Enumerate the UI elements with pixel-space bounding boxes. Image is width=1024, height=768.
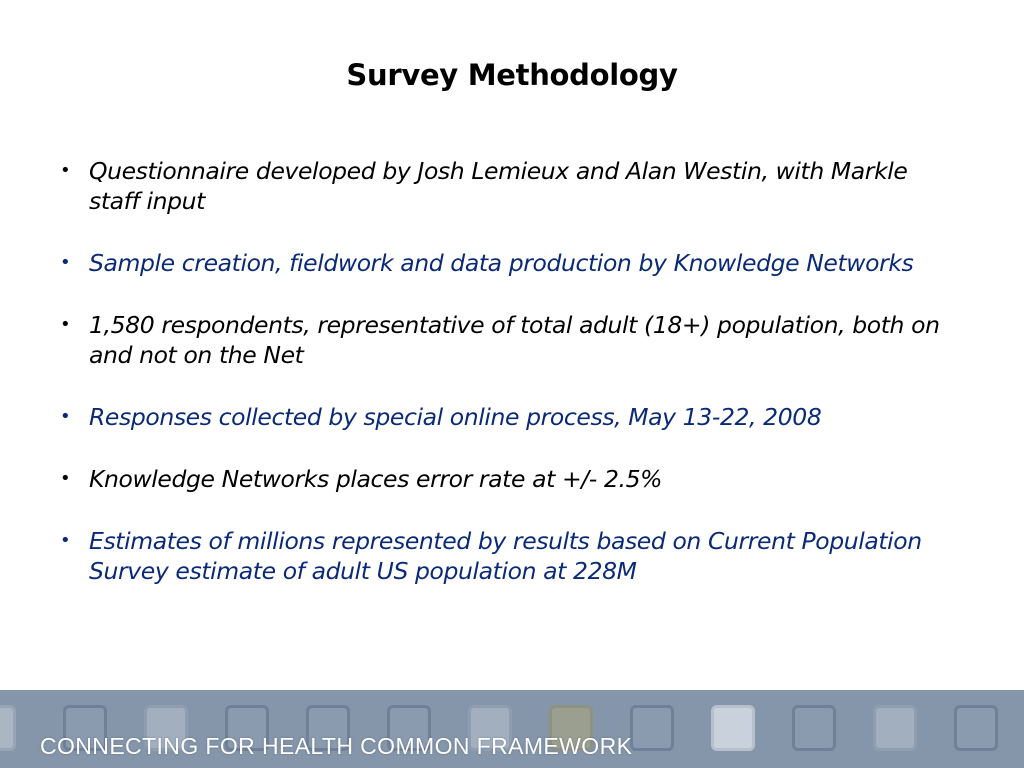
bullet-list — [60, 156, 950, 618]
bullet-item — [60, 310, 950, 370]
bullet-item — [60, 248, 950, 278]
bullet-text: Sample creation, fieldwork and data production by Knowledge Networks — [89, 249, 914, 277]
bullet-text: 1,580 respondents, representative of total adult (18+) population, both on and not on the Net — [89, 311, 940, 369]
bullet-item — [60, 464, 950, 494]
bullet-item — [60, 402, 950, 432]
bullet-item — [60, 156, 950, 216]
bullet-marker: • — [60, 314, 71, 335]
bullet-text: Questionnaire developed by Josh Lemieux and Alan Westin, with Markle staff input — [89, 157, 908, 215]
decorative-tile — [873, 705, 917, 751]
decorative-tile — [0, 705, 16, 751]
decorative-tile — [792, 705, 836, 751]
bullet-marker: • — [60, 468, 71, 489]
slide-title: Survey Methodology — [346, 58, 678, 92]
bullet-marker: • — [60, 530, 71, 551]
bullet-text: Responses collected by special online process, May 13-22, 2008 — [89, 403, 822, 431]
footer-text: CONNECTING FOR HEALTH COMMON FRAMEWORK — [40, 733, 633, 759]
bullet-item — [60, 526, 950, 586]
bullet-text: Knowledge Networks places error rate at +/- 2.5% — [89, 465, 663, 493]
decorative-tile — [711, 705, 755, 751]
decorative-tile — [630, 705, 674, 751]
bullet-marker: • — [60, 406, 71, 427]
bullet-marker: • — [60, 160, 71, 181]
bullet-marker: • — [60, 252, 71, 273]
bullet-text: Estimates of millions represented by results based on Current Population Survey estimate of adult US population at 228M — [89, 527, 922, 585]
decorative-tile — [954, 705, 998, 751]
